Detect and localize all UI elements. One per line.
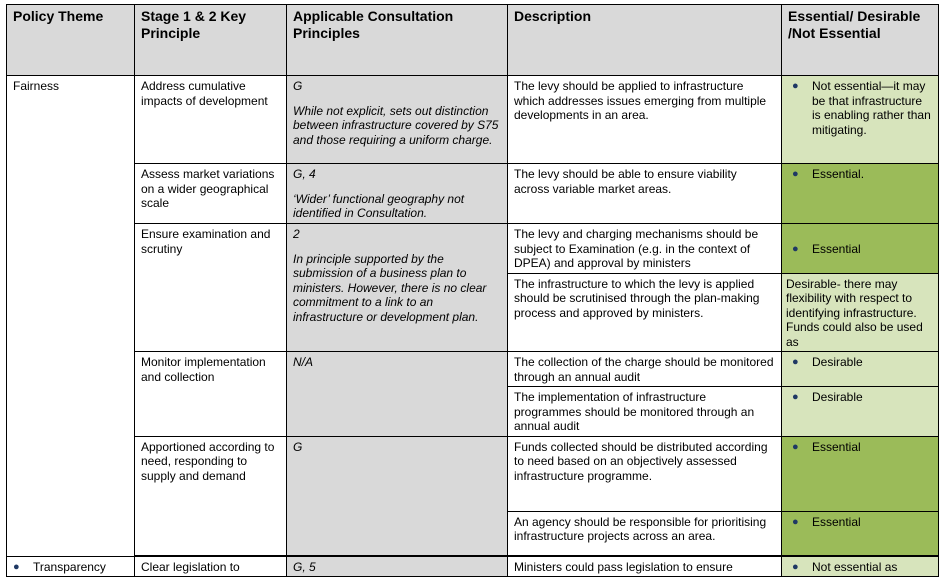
header-description: Description — [508, 5, 782, 76]
consultation-note: ‘Wider’ functional geography not identified in Consultation. — [293, 191, 465, 220]
table-row — [7, 436, 939, 511]
consultation-cell — [287, 76, 508, 164]
table-row — [7, 556, 939, 577]
consultation-cell — [287, 436, 508, 555]
essential-cell: Desirable- there may flexibility with respect to identifying infrastructure. Funds could also be used as — [782, 273, 939, 352]
essential-cell: ● Essential — [782, 224, 939, 274]
essential-cell: ● Not essential—it may be that infrastructure is enabling rather than mitigating. — [782, 76, 939, 164]
bullet-icon: ● — [792, 515, 799, 528]
description-cell: The levy should be able to ensure viability across variable market areas. — [508, 164, 782, 224]
principle-cell: Ensure examination and scrutiny — [135, 224, 287, 352]
table-row — [7, 164, 939, 224]
essential-cell: ● Essential. — [782, 164, 939, 224]
theme-cell — [7, 76, 135, 557]
bullet-icon: ● — [792, 440, 799, 453]
principle-cell: Apportioned according to need, responding to supply and demand — [135, 436, 287, 555]
principle-cell: Monitor implementation and collection — [135, 352, 287, 437]
table-row — [7, 76, 939, 164]
bullet-icon: ● — [792, 560, 799, 573]
description-cell: The infrastructure to which the levy is applied should be scrutinised through the plan-making process and approved by ministers. — [508, 273, 782, 352]
principle-cell: Address cumulative impacts of development — [135, 76, 287, 164]
consultation-cell — [287, 352, 508, 437]
bullet-icon: ● — [792, 356, 799, 368]
bullet-icon: ● — [792, 168, 799, 180]
theme-fairness: Fairness — [13, 79, 60, 93]
essential-cell: ● Desirable — [782, 352, 939, 387]
header-policy-theme: Policy Theme — [7, 5, 135, 76]
consultation-cell — [287, 224, 508, 352]
policy-table — [6, 4, 939, 577]
description-cell: Ministers could pass legislation to ensure — [508, 556, 782, 577]
description-cell: The levy and charging mechanisms should be subject to Examination (e.g. in the context of DPEA) and approval by ministers — [508, 224, 782, 274]
bullet-icon: ● — [13, 560, 20, 573]
bullet-icon: ● — [792, 242, 799, 255]
description-cell: Funds collected should be distributed according to need based on an objectively assessed infrastructure programme. — [508, 436, 782, 511]
principle-cell: Clear legislation to — [135, 556, 287, 577]
description-cell: An agency should be responsible for prioritising infrastructure projects across an area. — [508, 511, 782, 555]
essential-cell: ● Not essential as — [782, 556, 939, 577]
consultation-code: N/A — [293, 355, 314, 369]
consultation-cell: G, 5 — [287, 556, 508, 577]
table-row — [7, 352, 939, 387]
bullet-icon: ● — [792, 80, 799, 92]
header-key-principle: Stage 1 & 2 Key Principle — [135, 5, 287, 76]
consultation-cell — [287, 164, 508, 224]
consultation-note: In principle supported by the submission of a business plan to ministers. However, there is no clear commitment to a link to an infrastructure or development plan. — [293, 251, 487, 324]
header-row — [7, 5, 939, 76]
consultation-code: G, 4 — [293, 167, 316, 181]
theme-transparency: Transparency — [33, 559, 106, 574]
theme-cell — [7, 556, 135, 577]
essential-cell: ● Desirable — [782, 387, 939, 437]
principle-cell: Assess market variations on a wider geographical scale — [135, 164, 287, 224]
description-cell: The collection of the charge should be monitored through an annual audit — [508, 352, 782, 387]
header-essential: Essential/ Desirable /Not Essential — [782, 5, 939, 76]
header-consultation-principles: Applicable Consultation Principles — [287, 5, 508, 76]
essential-cell: ● Essential — [782, 511, 939, 555]
consultation-code: G — [293, 439, 303, 454]
essential-cell: ● Essential — [782, 436, 939, 511]
description-cell: The implementation of infrastructure programmes should be monitored through an annual audit — [508, 387, 782, 437]
bullet-icon: ● — [792, 391, 799, 403]
consultation-note: While not explicit, sets out distinction between infrastructure covered by S75 and those requiring a uniform charge. — [293, 103, 499, 147]
description-cell: The levy should be applied to infrastructure which addresses issues emerging from multiple developments in an area. — [508, 76, 782, 164]
consultation-code: G — [293, 79, 303, 93]
table-row — [7, 224, 939, 274]
consultation-code: 2 — [293, 227, 300, 241]
